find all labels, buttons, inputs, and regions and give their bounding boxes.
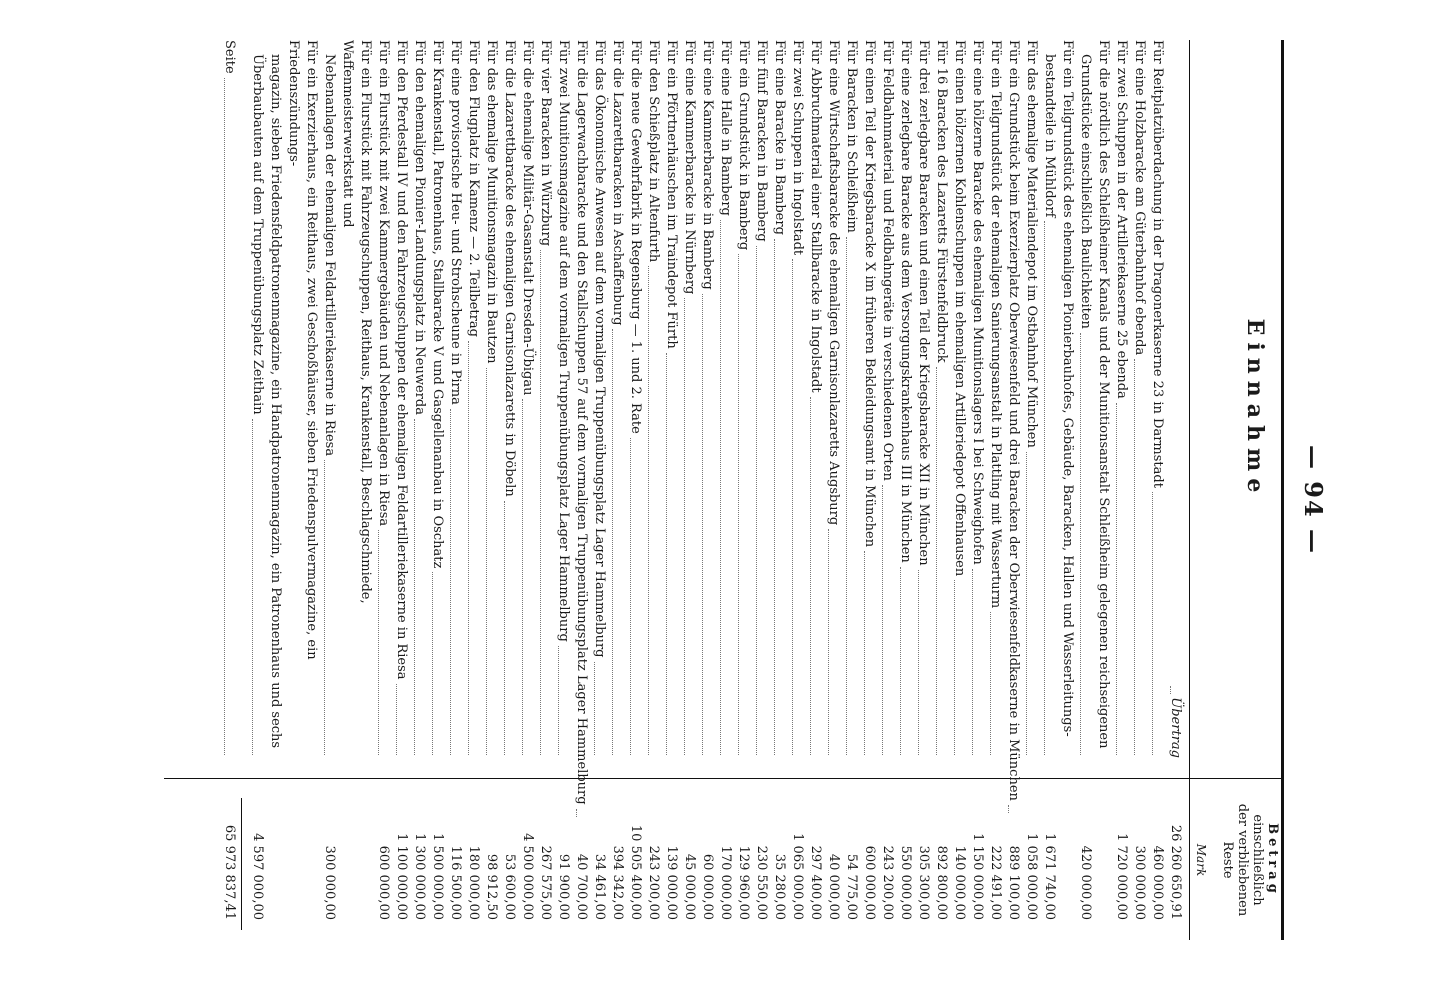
table-row (896, 40, 914, 940)
leader-dots (666, 353, 667, 755)
entry-amount: 230 550,00 (754, 845, 769, 920)
leader-dots (1152, 492, 1153, 755)
entry-text: Für Feldbahnmaterial und Feldbahngeräte in verschiedenen Orten (880, 40, 895, 481)
leader-dots (558, 646, 559, 755)
amount-header-line: Reste (1220, 841, 1235, 879)
entry-amount: 180 000,00 (466, 845, 481, 920)
entry-text: Für einen hölzernen Kohlenschuppen im ehemaligen Artilleriedepot Offenhausen (952, 40, 967, 577)
entry-text: Für eine Kammerbaracke in Nürnberg (682, 40, 697, 295)
leader-dots (900, 567, 901, 755)
entry-amount: 60 000,00 (700, 853, 715, 920)
entry-description (482, 40, 500, 768)
entry-text: Für den ehemaligen Pionier-Landungsplatz in Neuwerda (412, 40, 427, 415)
entry-text: Für eine hölzerne Baracke des ehemaligen Munitionslagers I bei Schweighofen (970, 40, 985, 565)
table-row (824, 40, 842, 940)
leader-dots (450, 409, 451, 755)
entry-description (1112, 40, 1130, 768)
table-row (248, 40, 320, 940)
leader-dots (720, 220, 721, 755)
entry-amount: 600 000,00 (862, 845, 877, 920)
entry-text: Für den Schießplatz in Altenfurth (646, 40, 661, 263)
table-row (536, 40, 554, 940)
leader-dots (846, 237, 847, 755)
entry-amount: 243 200,00 (646, 845, 661, 920)
entry-amount: 54 775,00 (844, 853, 859, 920)
leader-dots (774, 239, 775, 755)
leader-dots (378, 530, 379, 755)
table-row (716, 40, 734, 940)
entry-text: Für ein Teilgrundstück des ehemaligen Pionierbauhofes, Gebäude, Baracken, Hallen und Wasserleitungs- (1060, 40, 1075, 737)
leader-dots (882, 485, 883, 755)
entry-amount: 420 000,00 (1078, 845, 1093, 920)
leader-dots (252, 419, 253, 755)
entry-description (932, 40, 950, 768)
table-row (986, 40, 1004, 940)
entry-amount: 26 260 650,91 (1168, 824, 1183, 920)
entry-text: Für zwei Schuppen in Ingolstadt (790, 40, 805, 256)
table-row (878, 40, 896, 940)
table-row (1040, 40, 1076, 940)
entry-text: Für ein Grundstück in Bamberg (736, 40, 751, 251)
entry-text: Überbaubauten auf dem Truppenübungsplatz Zeithain (250, 54, 265, 415)
entry-amount: 550 000,00 (898, 845, 913, 920)
leader-dots (756, 246, 757, 755)
table-row (644, 40, 662, 940)
entry-description (734, 40, 752, 768)
entry-description (1130, 40, 1148, 768)
entry-amount: 394 342,00 (610, 845, 625, 920)
entry-description (1166, 40, 1184, 768)
leader-dots (432, 572, 433, 755)
entry-text: Für Krankenstall, Patronenhaus, Stallbaracke V und Gasgellenanbau in Oschatz (430, 40, 445, 569)
table-row (428, 40, 446, 940)
entry-text: Für eine Baracke in Bamberg (772, 40, 787, 235)
entry-description (518, 40, 536, 768)
entry-amount: 116 500,00 (448, 845, 463, 920)
entry-description (446, 40, 464, 768)
entry-text: Für ein Pförtnerhäuschen im Traindepot Fürth (664, 40, 679, 349)
leader-dots (1044, 221, 1045, 755)
entry-description (626, 40, 644, 768)
entry-description (220, 40, 238, 768)
entry-amount: 892 800,00 (934, 845, 949, 920)
leader-dots (612, 329, 613, 755)
leader-dots (396, 684, 397, 755)
entry-description (464, 40, 482, 768)
leader-dots (972, 569, 973, 755)
leader-dots (738, 254, 739, 755)
leader-dots (684, 298, 685, 755)
entry-description (860, 40, 878, 768)
column-title: Einnahme (1242, 318, 1268, 500)
entry-text: Für die Lagerwachbaracke und den Stallschuppen 57 auf dem vormaligen Truppenübungsplatz Lager Hammelburg (574, 40, 589, 805)
entry-amount: 297 400,00 (808, 845, 823, 920)
entry-text: Für das ehemalige Munitionsmagazin in Bautzen (484, 40, 499, 364)
table-row (860, 40, 878, 940)
entry-text: Für die Lazarettbaracke des ehemaligen Garnisonlazaretts in Döbeln (502, 40, 517, 497)
entry-amount: 35 280,00 (772, 853, 787, 920)
leader-dots (324, 460, 325, 755)
entry-description (680, 40, 698, 768)
entry-description (1004, 40, 1022, 801)
entry-amount: 65 973 837,41 (222, 824, 237, 920)
entry-text: Für fünf Baracken in Bamberg (754, 40, 769, 242)
table-row (968, 40, 986, 940)
entry-amount: 91 900,00 (556, 853, 571, 920)
entry-amount: 1 300 000,00 (412, 833, 427, 920)
entry-description (716, 40, 734, 768)
entry-text: Für das ehemalige Materialiendepot im Ostbahnhof München (1024, 40, 1039, 448)
table-row (914, 40, 932, 940)
entry-amount: 1 720 000,00 (1114, 833, 1129, 920)
leader-dots (1170, 686, 1171, 694)
leader-dots (702, 294, 703, 755)
entries-table (220, 40, 1184, 940)
entry-description (752, 40, 770, 768)
table-row (698, 40, 716, 940)
entry-amount: 40 700,00 (574, 853, 589, 920)
table-row (572, 40, 590, 940)
table-row (392, 40, 410, 940)
entry-amount: 53 600,00 (502, 853, 517, 920)
entry-description (896, 40, 914, 768)
entry-amount: 129 960,00 (736, 845, 751, 920)
table-row (518, 40, 536, 940)
entry-amount: 139 000,00 (664, 845, 679, 920)
entry-text: Für Reitplatzüberdachung in der Dragonerkaserne 23 in Darmstadt (1150, 40, 1165, 488)
entry-continuation (1076, 40, 1094, 758)
entry-description (248, 40, 320, 768)
leader-dots (954, 580, 955, 755)
amount-header-line: der verbliebenen (1235, 803, 1250, 917)
table-row (1022, 40, 1040, 940)
entry-description (644, 40, 662, 768)
entry-text: Für ein Grundstück beim Exerzierplatz Oberwiesenfeld und drei Baracken der Oberwiesenfeldkaserne in München (1006, 40, 1021, 801)
entry-description (806, 40, 824, 768)
entry-text: Für den Flugplatz in Kamenz — 2. Teilbetrag (466, 40, 481, 337)
entry-text: Nebenanlagen der ehemaligen Feldartilleriekaserne in Riesa (322, 54, 337, 457)
entry-description (878, 40, 896, 768)
entry-amount: 45 000,00 (682, 853, 697, 920)
entry-amount: 305 300,00 (916, 845, 931, 920)
leader-dots (792, 259, 793, 755)
entry-amount: 600 000,00 (376, 845, 391, 920)
entry-amount: 4 500 000,00 (520, 833, 535, 920)
table-row (374, 40, 392, 940)
leader-dots (648, 266, 649, 755)
entry-description (536, 40, 554, 768)
table-row (1148, 40, 1166, 940)
entry-text: Für Baracken in Schleißheim (844, 40, 859, 233)
entry-description (788, 40, 806, 768)
table-row (662, 40, 680, 940)
entry-description (824, 40, 842, 768)
entry-text: Für das Ökonomische Anwesen auf dem vormaligen Truppenübungsplatz Lager Hammelburg (592, 40, 607, 658)
table-row (1112, 40, 1130, 940)
entry-amount: 140 000,00 (952, 845, 967, 920)
leader-dots (864, 551, 865, 755)
entry-description (968, 40, 986, 768)
page-number: — 94 — (1299, 444, 1328, 556)
entry-description (698, 40, 716, 768)
entry-text: Für ein Teilgrundstück der ehemaligen Sanierungsanstalt in Plattling mit Wasserturm (988, 40, 1003, 609)
entry-description (608, 40, 626, 768)
entry-description (950, 40, 968, 768)
entry-text: Für den Pferdestall IV und den Fahrzeugschuppen der ehemaligen Feldartilleriekaserne in Riesa (394, 40, 409, 680)
entry-continuation (320, 40, 338, 758)
entry-text: Für Abbruchmaterial einer Stallbaracke in Ingolstadt (808, 40, 823, 393)
entry-text: Für eine Kammerbaracke in Bamberg (700, 40, 715, 290)
entry-amount: 10 505 400,00 (628, 824, 643, 920)
entry-text: Für eine Halle in Bamberg (718, 40, 733, 216)
entry-description (1076, 40, 1112, 768)
table-row (1130, 40, 1148, 940)
top-rule (1281, 40, 1284, 940)
entry-text: Übertrag (1168, 697, 1183, 758)
entry-amount: 889 100,00 (1006, 845, 1021, 920)
sum-rule (241, 798, 242, 930)
entry-amount: 98 912,50 (484, 853, 499, 920)
entry-continuation (266, 40, 284, 758)
entry-text: Für die nördlich des Schleißheimer Kanals und der Munitionsanstalt Schleißheim gelegenen reichseigenen (1096, 40, 1111, 749)
entry-amount: 1 671 740,00 (1042, 833, 1057, 920)
table-row (788, 40, 806, 940)
entry-amount: 267 575,00 (538, 845, 553, 920)
table-row (932, 40, 950, 940)
entry-text: Für die neue Gewehrfabrik in Regensburg — 1. und 2. Rate (628, 40, 643, 434)
leader-dots (1080, 333, 1081, 755)
entry-text: magazin, sieben Friedensfeldpatronenmagazine, ein Handpatronenmagazin, ein Patronenhaus und sechs (268, 54, 283, 749)
table-row (446, 40, 464, 940)
entry-text: Für ein Exerzierhaus, ein Reithaus, zwei Geschoßhäuser, sieben Friedenspulvermagazine, ein Friedenszündungs- (286, 40, 319, 660)
table-row (752, 40, 770, 940)
entry-amount: 34 461,00 (592, 853, 607, 920)
amount-header-line: Betrag (1265, 823, 1280, 897)
entry-amount: 300 000,00 (322, 845, 337, 920)
leader-dots (486, 368, 487, 755)
entry-amount: 1 100 000,00 (394, 833, 409, 920)
table-row (220, 40, 238, 940)
entry-description (590, 40, 608, 768)
entry-amount: 1 150 000,00 (970, 833, 985, 920)
table-row (806, 40, 824, 940)
leader-dots (990, 612, 991, 755)
entry-text: Für zwei Munitionsmagazine auf dem vormaligen Truppenübungsplatz Lager Hammelburg (556, 40, 571, 642)
entry-description (410, 40, 428, 768)
leader-dots (468, 341, 469, 755)
leader-dots (224, 78, 225, 755)
table-row (1004, 40, 1022, 940)
entry-text: Für die ehemalige Militär-Gasanstalt Dresden-Übigau (520, 40, 535, 396)
entry-description (500, 40, 518, 768)
table-row (734, 40, 752, 940)
table-row (464, 40, 482, 940)
table-row (320, 40, 374, 940)
leader-dots (1134, 359, 1135, 755)
table-row (842, 40, 860, 940)
entry-text: Für 16 Baracken des Lazaretts Fürstenfeldbruck (934, 40, 949, 363)
entry-description (842, 40, 860, 768)
leader-dots (414, 419, 415, 755)
entry-text: Für eine provisorische Heu- und Strohscheune in Pirna (448, 40, 463, 405)
entry-amount: 222 491,00 (988, 845, 1003, 920)
entry-continuation (248, 40, 266, 758)
entry-text: Für eine zerlegbare Baracke aus dem Versorgungskrankenhaus III in München (898, 40, 913, 563)
leader-dots (540, 250, 541, 755)
entry-description (374, 40, 392, 768)
leader-dots (630, 438, 631, 755)
entry-amount: 460 000,00 (1150, 845, 1165, 920)
leader-dots (522, 399, 523, 755)
entry-text: Für eine Wirtschaftsbaracke des ehemaligen Garnisonlazaretts Augsburg (826, 40, 841, 526)
entry-description (428, 40, 446, 768)
table-row (554, 40, 572, 940)
entry-text: Für ein Flurstück mit Fahrzeugschuppen, Reithaus, Krankenstall, Beschlagschmiede, Waffenmeisterwerkstatt und (340, 40, 373, 604)
entry-continuation (1040, 40, 1058, 758)
entry-amount: 170 000,00 (718, 845, 733, 920)
table-row (770, 40, 788, 940)
entry-description (392, 40, 410, 768)
entry-text: Für die Lazarettbaracken in Aschaffenburg (610, 40, 625, 326)
entry-description (554, 40, 572, 768)
table-row (1076, 40, 1112, 940)
table-row (590, 40, 608, 940)
entry-description (320, 40, 374, 768)
entry-text: Grundstücke einschließlich Baulichkeiten (1078, 54, 1093, 329)
entry-amount: 40 000,00 (826, 853, 841, 920)
entry-description (1022, 40, 1040, 768)
entry-description (914, 40, 932, 768)
entry-description (572, 40, 590, 805)
leader-dots (828, 529, 829, 755)
entry-text: Für einen Teil der Kriegsbaracke X im früheren Bekleidungsamt in München (862, 40, 877, 548)
entry-amount: 1 500 000,00 (430, 833, 445, 920)
entry-text: Seite (222, 40, 237, 74)
entry-description (662, 40, 680, 768)
entry-amount: 300 000,00 (1132, 845, 1147, 920)
entry-amount: 1 065 000,00 (790, 833, 805, 920)
entry-amount: 4 597 000,00 (250, 833, 265, 920)
entry-text: Für ein Flurstück mit zwei Kammergebäuden und Nebenanlagen in Riesa (376, 40, 391, 527)
entry-description (1148, 40, 1166, 768)
table-row (626, 40, 644, 940)
table-row (500, 40, 518, 940)
entry-amount: 1 058 000,00 (1024, 833, 1039, 920)
leader-dots (1026, 452, 1027, 755)
table-row (950, 40, 968, 940)
leader-dots (1116, 403, 1117, 755)
entry-description (770, 40, 788, 768)
entry-amount: 243 200,00 (880, 845, 895, 920)
amount-unit: Mark (1194, 843, 1208, 877)
entry-text: Für vier Baracken in Würzburg (538, 40, 553, 247)
header-rule (1189, 40, 1190, 940)
leader-dots (810, 397, 811, 755)
table-row (680, 40, 698, 940)
amount-header (1220, 780, 1280, 940)
entry-text: Für zwei Schuppen in der Artilleriekaserne 25 ebenda (1114, 40, 1129, 399)
table-row (1166, 40, 1184, 940)
entry-text: Für drei zerlegbare Baracken und einen Teil der Kriegsbaracke XII in München (916, 40, 931, 566)
entry-description (1040, 40, 1076, 768)
table-row (482, 40, 500, 940)
entry-text: bestandteile in Mühldorf (1042, 54, 1057, 218)
leader-dots (918, 570, 919, 755)
table-row (410, 40, 428, 940)
table-row (608, 40, 626, 940)
entry-text: Für eine Holzbaracke am Güterbahnhof ebenda (1132, 40, 1147, 356)
amount-header-line: einschließlich (1250, 814, 1265, 906)
leader-dots (594, 662, 595, 755)
entry-description (986, 40, 1004, 768)
leader-dots (936, 367, 937, 755)
leader-dots (504, 501, 505, 755)
